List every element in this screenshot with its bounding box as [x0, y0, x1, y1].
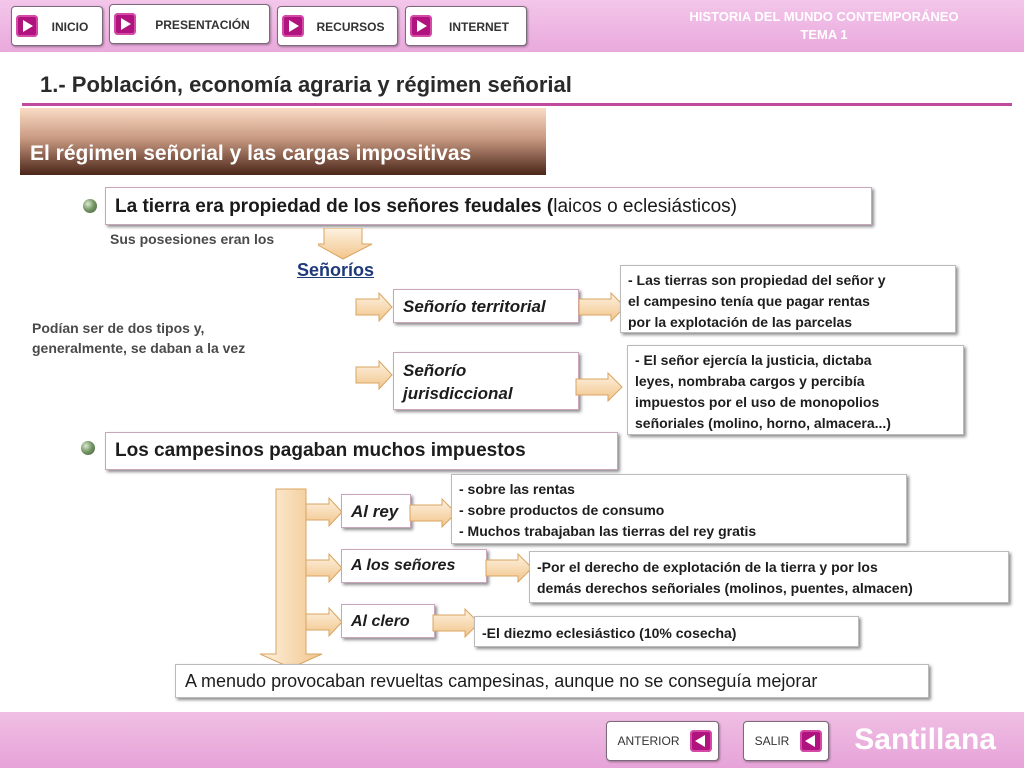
course-name: HISTORIA DEL MUNDO CONTEMPORÁNEO — [689, 9, 959, 24]
a-los-senores-description — [537, 557, 913, 599]
land-ownership-box — [105, 187, 872, 225]
play-icon — [114, 13, 136, 35]
senorio-jurisdiccional-line: Señorío — [403, 361, 467, 380]
al-clero-description: -El diezmo eclesiástico (10% cosecha) — [482, 625, 737, 641]
back-arrow-icon — [690, 730, 712, 752]
tipos-label — [32, 318, 245, 358]
senorio-jurisdiccional-box — [393, 352, 579, 410]
right-arrow-icon — [432, 608, 480, 638]
taxes-statement: Los campesinos pagaban muchos impuestos — [115, 440, 526, 461]
senorio-jurisdiccional-line: jurisdiccional — [403, 384, 513, 403]
al-rey-label: Al rey — [351, 502, 399, 521]
territorial-description-box — [620, 265, 956, 333]
jurisdiccional-desc-line: impuestos por el uso de monopolios — [635, 394, 880, 410]
territorial-desc-line: por la explotación de las parcelas — [628, 314, 853, 330]
right-arrow-icon — [355, 360, 393, 390]
senorio-jurisdiccional-label — [403, 359, 513, 405]
salir-button[interactable] — [743, 721, 829, 761]
nav-inicio-button[interactable] — [11, 6, 103, 46]
course-unit: TEMA 1 — [800, 27, 848, 42]
senorios-label: Señoríos — [297, 260, 375, 280]
a-los-senores-desc-line: -Por el derecho de explotación de la tierra y por los — [537, 559, 878, 575]
back-arrow-icon — [800, 730, 822, 752]
al-rey-desc-line: - sobre las rentas — [459, 481, 575, 497]
play-icon — [16, 15, 38, 37]
play-icon — [410, 15, 432, 37]
al-rey-description — [459, 479, 756, 542]
right-arrow-icon — [305, 553, 343, 583]
tipos-line-2: generalmente, se daban a la vez — [32, 340, 246, 356]
taxes-statement-box — [105, 432, 618, 470]
a-los-senores-desc-line: demás derechos señoriales (molinos, puentes, almacen) — [537, 580, 913, 596]
anterior-button[interactable] — [606, 721, 719, 761]
a-los-senores-description-box — [529, 551, 1009, 603]
conclusion-text: A menudo provocaban revueltas campesinas, aunque no se conseguía mejorar — [185, 671, 818, 691]
territorial-description — [628, 270, 886, 333]
right-arrow-icon — [305, 607, 343, 637]
a-los-senores-box — [341, 549, 487, 583]
right-arrow-icon — [578, 292, 626, 322]
right-arrow-icon — [409, 498, 457, 528]
al-clero-box — [341, 604, 435, 638]
jurisdiccional-desc-line: leyes, nombraba cargos y percibía — [635, 373, 865, 389]
land-ownership-statement: La tierra era propiedad de los señores feudales ( — [115, 196, 554, 217]
right-arrow-icon — [575, 372, 623, 402]
santillana-logo: Santillana — [854, 723, 996, 756]
nav-internet-button[interactable] — [405, 6, 527, 46]
conclusion-box — [175, 664, 929, 698]
territorial-desc-line: el campesino tenía que pagar rentas — [628, 293, 870, 309]
page-title: 1.- Población, economía agraria y régimen señorial — [40, 72, 572, 97]
nav-presentacion-label: PRESENTACIÓN — [155, 18, 250, 32]
play-icon — [282, 15, 304, 37]
al-clero-label: Al clero — [351, 613, 410, 630]
jurisdiccional-desc-line: - El señor ejercía la justicia, dictaba — [635, 352, 872, 368]
course-title — [644, 8, 1004, 44]
al-clero-description-box — [474, 616, 859, 647]
territorial-desc-line: - Las tierras son propiedad del señor y — [628, 272, 886, 288]
down-arrow-icon — [318, 228, 374, 260]
nav-recursos-label: RECURSOS — [316, 20, 385, 34]
al-rey-desc-line: - Muchos trabajaban las tierras del rey gratis — [459, 523, 757, 539]
bullet-icon — [83, 199, 97, 213]
title-divider — [22, 103, 1012, 106]
section-banner-label: El régimen señorial y las cargas impositivas — [30, 142, 472, 165]
al-rey-description-box — [451, 474, 907, 544]
jurisdiccional-desc-line: señoriales (molino, horno, almacera...) — [635, 415, 891, 431]
nav-internet-label: INTERNET — [449, 20, 509, 34]
anterior-label: ANTERIOR — [617, 734, 680, 748]
right-arrow-icon — [355, 292, 393, 322]
right-arrow-icon — [485, 553, 533, 583]
right-arrow-icon — [305, 497, 343, 527]
al-rey-desc-line: - sobre productos de consumo — [459, 502, 665, 518]
jurisdiccional-description-box — [627, 345, 964, 435]
al-rey-box — [341, 494, 411, 528]
posesiones-label: Sus posesiones eran los — [110, 231, 275, 247]
bullet-icon — [81, 441, 95, 455]
nav-recursos-button[interactable] — [277, 6, 398, 46]
senorio-territorial-label: Señorío territorial — [403, 297, 546, 316]
section-banner — [20, 108, 546, 175]
nav-inicio-label: INICIO — [51, 20, 89, 34]
nav-presentacion-button[interactable] — [109, 4, 270, 44]
jurisdiccional-description — [635, 350, 891, 434]
senorio-territorial-box — [393, 289, 579, 323]
land-ownership-detail: laicos o eclesiásticos) — [553, 196, 737, 217]
tipos-line-1: Podían ser de dos tipos y, — [32, 320, 205, 336]
a-los-senores-label: A los señores — [351, 557, 456, 574]
salir-label: SALIR — [754, 734, 790, 748]
